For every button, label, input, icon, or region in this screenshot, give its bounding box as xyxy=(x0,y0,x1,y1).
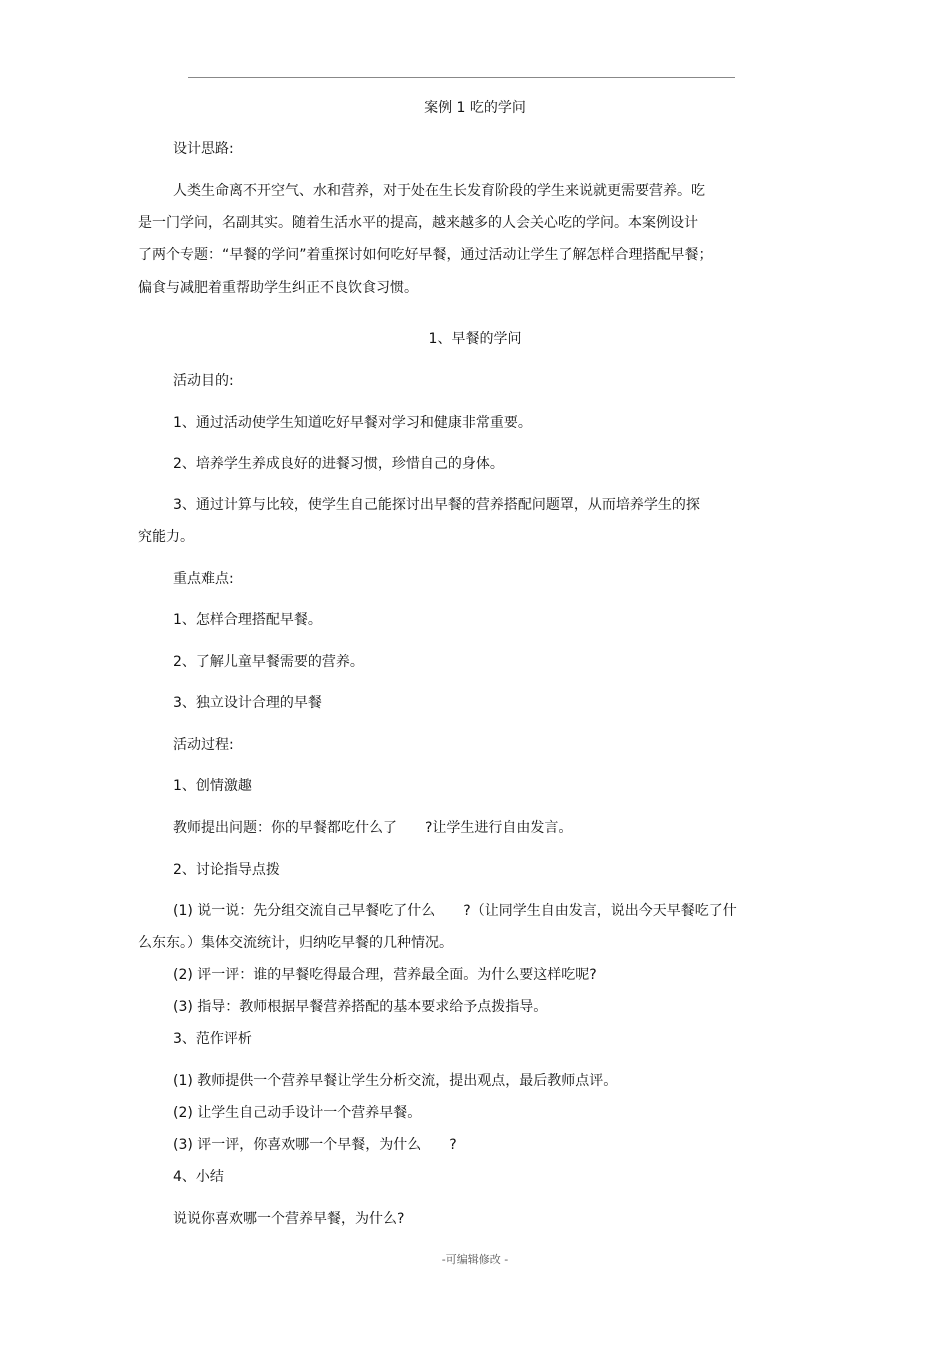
step-text: 教师提出问题：你的早餐都吃什么了 ?让学生进行自由发言。 xyxy=(173,820,573,836)
page-title: 案例 1 吃的学问 xyxy=(424,100,526,116)
step-item: (1) 说一说：先分组交流自己早餐吃了什么 ?（让同学生自由发言，说出今天早餐吃了什 xyxy=(173,903,737,919)
step-heading: 4、小结 xyxy=(173,1169,224,1185)
key-heading: 重点难点: xyxy=(173,571,234,587)
goal-item: 究能力。 xyxy=(138,529,194,545)
intro-line: 人类生命离不开空气、水和营养，对于处在生长发育阶段的学生来说就更需要营养。吃 xyxy=(173,183,705,199)
step-item: (3) 指导：教师根据早餐营养搭配的基本要求给予点拨指导。 xyxy=(173,999,548,1015)
step-item: (2) 评一评：谁的早餐吃得最合理，营养最全面。为什么要这样吃呢? xyxy=(173,967,597,983)
key-item: 3、独立设计合理的早餐 xyxy=(173,695,322,711)
goal-item: 2、培养学生养成良好的进餐习惯，珍惜自己的身体。 xyxy=(173,456,504,472)
section-title: 1、早餐的学问 xyxy=(428,331,522,347)
header-rule xyxy=(188,77,735,78)
page-footer: -可编辑修改 - xyxy=(441,1253,509,1266)
goal-item: 3、通过计算与比较，使学生自己能探讨出早餐的营养搭配问题罩，从而培养学生的探 xyxy=(173,497,700,513)
step-item: (2) 让学生自己动手设计一个营养早餐。 xyxy=(173,1105,422,1121)
step-heading: 1、创情激趣 xyxy=(173,778,252,794)
process-heading: 活动过程: xyxy=(173,737,234,753)
goal-heading: 活动目的: xyxy=(173,373,234,389)
intro-line: 了两个专题：“早餐的学问”着重探讨如何吃好早餐，通过活动让学生了解怎样合理搭配早餐； xyxy=(138,247,713,263)
intro-line: 偏食与减肥着重帮助学生纠正不良饮食习惯。 xyxy=(138,280,418,296)
key-item: 1、怎样合理搭配早餐。 xyxy=(173,612,322,628)
step-item: 么东东。）集体交流统计，归纳吃早餐的几种情况。 xyxy=(138,935,453,951)
step-text: 说说你喜欢哪一个营养早餐，为什么? xyxy=(173,1211,405,1227)
step-item: (1) 教师提供一个营养早餐让学生分析交流，提出观点，最后教师点评。 xyxy=(173,1073,618,1089)
step-heading: 2、讨论指导点拨 xyxy=(173,862,280,878)
step-heading: 3、范作评析 xyxy=(173,1031,252,1047)
goal-item: 1、通过活动使学生知道吃好早餐对学习和健康非常重要。 xyxy=(173,415,532,431)
design-heading: 设计思路: xyxy=(173,141,234,157)
key-item: 2、了解儿童早餐需要的营养。 xyxy=(173,654,364,670)
step-item: (3) 评一评，你喜欢哪一个早餐，为什么 ? xyxy=(173,1137,457,1153)
intro-line: 是一门学问，名副其实。随着生活水平的提高，越来越多的人会关心吃的学问。本案例设计 xyxy=(138,215,698,231)
